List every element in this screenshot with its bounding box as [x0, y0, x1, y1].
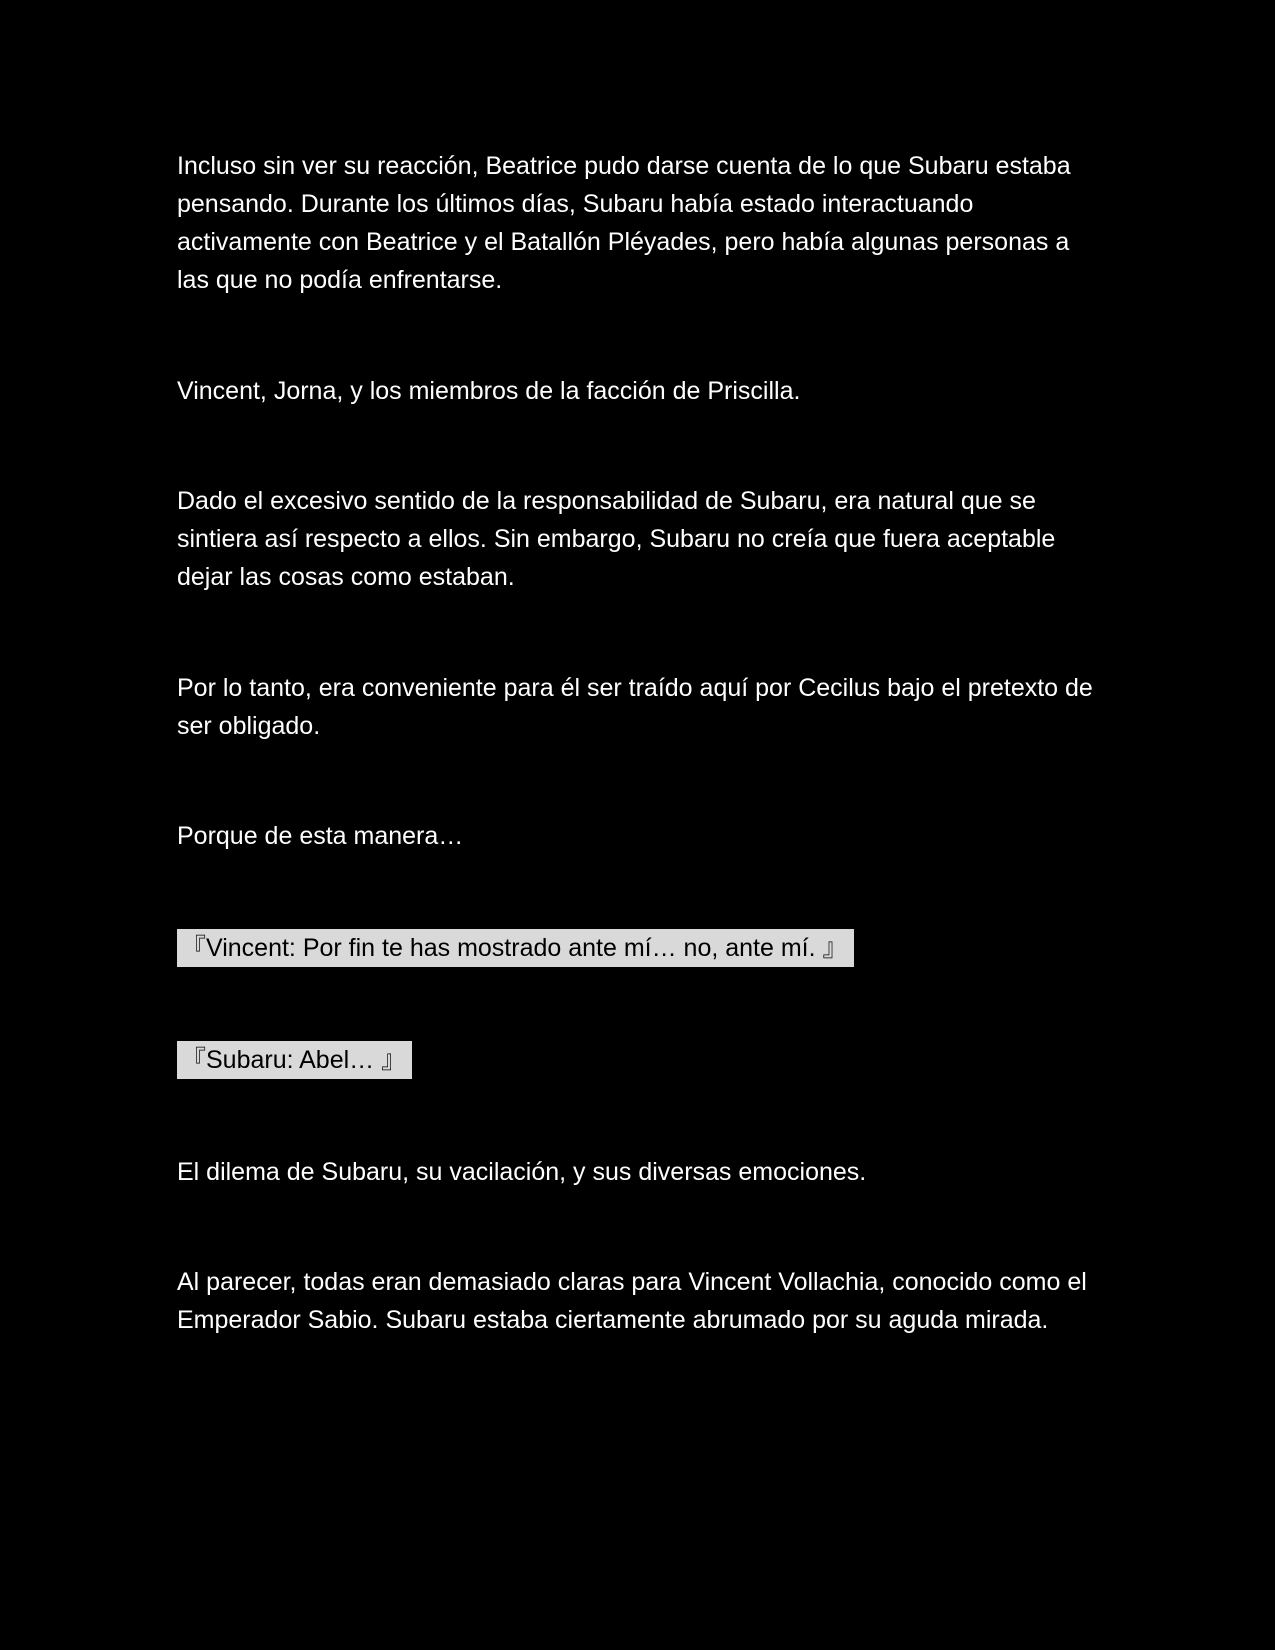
paragraph-wise-emperor: Al parecer, todas eran demasiado claras para Vincent Vollachia, conocido como el Emperador Sabio. Subaru estaba ciertamente abrumado por su aguda mirada. [177, 1268, 1087, 1334]
dialogue-subaru: 『Subaru: Abel… 』 [177, 1041, 412, 1079]
paragraph-convenient-pretext: Por lo tanto, era conveniente para él ser traído aquí por Cecilus bajo el pretexto de ser obligado. [177, 674, 1093, 740]
paragraph-beatrice-realization: Incluso sin ver su reacción, Beatrice pudo darse cuenta de lo que Subaru estaba pensando. Durante los últimos días, Subaru había estado interactuando activamente con Beatrice y el Batallón Pléyades, pero había algunas personas a las que no podía enfrentarse. [177, 152, 1071, 294]
paragraph-avoided-people: Vincent, Jorna, y los miembros de la facción de Priscilla. [177, 377, 801, 405]
paragraph-responsibility: Dado el excesivo sentido de la responsabilidad de Subaru, era natural que se sintiera así respecto a ellos. Sin embargo, Subaru no creía que fuera aceptable dejar las cosas como estaban. [177, 487, 1056, 591]
paragraph-because-this-way: Porque de esta manera… [177, 822, 464, 850]
dialogue-vincent: 『Vincent: Por fin te has mostrado ante mí… no, ante mí. 』 [177, 929, 854, 967]
paragraph-subaru-dilemma: El dilema de Subaru, su vacilación, y sus diversas emociones. [177, 1158, 867, 1186]
